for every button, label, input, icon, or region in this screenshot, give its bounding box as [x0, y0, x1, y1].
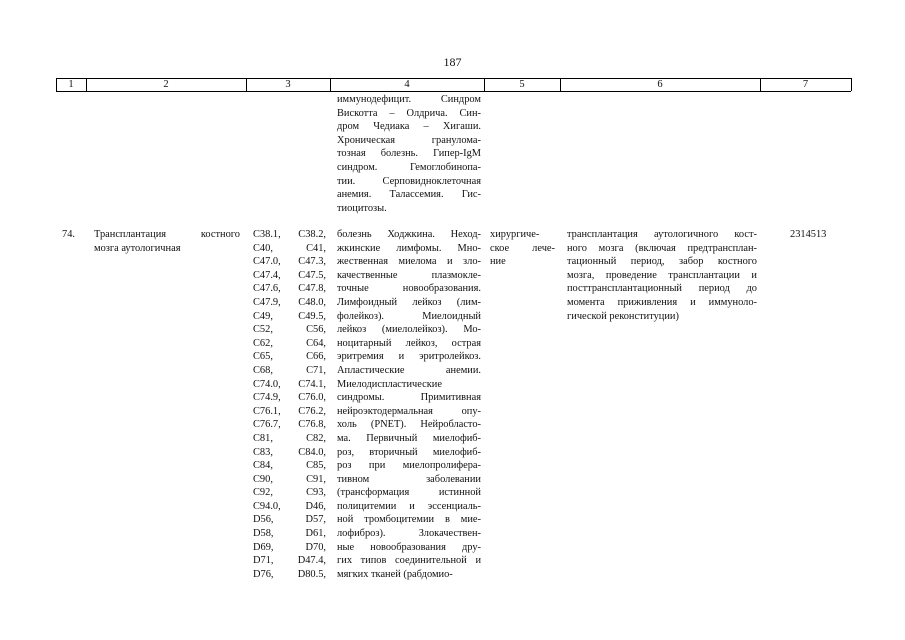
icd-code: C71,	[306, 364, 326, 376]
text-line: мозга аутологичная	[94, 242, 181, 254]
text-line: ние	[490, 256, 506, 268]
text-line: ной тромбоцитемии в мие-	[337, 514, 481, 526]
row-number: 74.	[62, 229, 75, 240]
icd-code: C47.8,	[298, 283, 326, 295]
code-row	[253, 541, 326, 555]
column-number-3: 3	[285, 79, 291, 90]
icd-code: C94.0,	[253, 500, 281, 512]
text-line: тозная болезнь. Гипер-IgM	[337, 148, 481, 160]
text-line: трансплантация аутологичного кост-	[567, 229, 757, 240]
text-line: ноцитарный лейкоз, острая	[337, 337, 481, 349]
code-row	[253, 405, 326, 419]
icd-code: C76.0,	[298, 392, 326, 404]
code-row	[253, 378, 326, 392]
icd-code: D80.5,	[297, 568, 326, 580]
icd-codes	[253, 228, 326, 581]
icd-code: C47.4,	[253, 269, 281, 281]
text-line: иммунодефицит. Синдром	[337, 94, 481, 105]
icd-code: C41,	[306, 242, 326, 254]
icd-code: C91,	[306, 473, 326, 485]
text-line: (трансформация истинной	[337, 487, 481, 499]
column-number-2: 2	[163, 79, 169, 90]
column-divider	[851, 78, 852, 91]
column-number-1: 1	[68, 79, 74, 90]
code-row	[253, 568, 326, 582]
icd-code: C90,	[253, 473, 273, 485]
code-row	[253, 296, 326, 310]
icd-code: C65,	[253, 351, 273, 363]
text-line: Трансплантация костного	[94, 229, 240, 240]
icd-code: D57,	[305, 514, 326, 526]
code-row	[253, 418, 326, 432]
disease-description	[337, 228, 481, 581]
text-line: Хроническая грануломa-	[337, 134, 481, 146]
code-row	[253, 554, 326, 568]
icd-code: D76,	[253, 568, 274, 580]
icd-code: C92,	[253, 487, 273, 499]
code-row	[253, 269, 326, 283]
norm-cost: 2314513	[790, 229, 827, 240]
text-line: жкинские лимфомы. Мно-	[337, 242, 481, 254]
icd-code: C85,	[306, 460, 326, 472]
continuation-disease-text	[337, 93, 481, 215]
text-line: роз при миелопролифера-	[337, 460, 481, 472]
text-line: синдромы. Примитивная	[337, 392, 481, 404]
text-line: дром Чедиака – Хигаши.	[337, 121, 481, 133]
code-row	[253, 323, 326, 337]
text-line: эритремия и эритролейкоз.	[337, 351, 481, 363]
service-name	[94, 228, 240, 255]
code-row	[253, 364, 326, 378]
code-row	[253, 446, 326, 460]
text-line: точные новообразования.	[337, 283, 481, 295]
text-line: посттрансплантационный период до	[567, 283, 757, 295]
icd-code: C76.8,	[298, 419, 326, 431]
code-row	[253, 282, 326, 296]
text-line: лофиброз). Злокачествен-	[337, 528, 481, 540]
icd-code: C74.1,	[298, 378, 326, 390]
icd-code: C52,	[253, 324, 273, 336]
header-bottom-rule	[56, 91, 851, 92]
text-line: Вискотта – Олдрича. Син-	[337, 107, 481, 119]
code-row	[253, 473, 326, 487]
text-line: лейкоз (миелолейкоз). Мо-	[337, 324, 481, 336]
text-line: ные новообразования дру-	[337, 541, 481, 553]
code-row	[253, 391, 326, 405]
text-line: тационный период, забор костного	[567, 256, 757, 268]
text-line: тиоцитозы.	[337, 202, 387, 214]
icd-code: C76.2,	[298, 405, 326, 417]
treatment-method	[567, 228, 757, 323]
text-line: полицитемии и эссенциаль-	[337, 500, 481, 512]
code-row	[253, 350, 326, 364]
code-row	[253, 228, 326, 242]
icd-code: D47.4,	[297, 555, 326, 567]
code-row	[253, 337, 326, 351]
text-line: тии. Серповидноклеточная	[337, 175, 481, 187]
icd-code: C66,	[306, 351, 326, 363]
icd-code: C49.5,	[298, 310, 326, 322]
text-line: холь (PNET). Нейробласто-	[337, 419, 481, 431]
icd-code: C47.6,	[253, 283, 281, 295]
text-line: Апластические анемии.	[337, 364, 481, 376]
icd-code: C76.7,	[253, 419, 281, 431]
text-line: гической реконституции)	[567, 310, 679, 322]
icd-code: C40,	[253, 242, 273, 254]
icd-code: C93,	[306, 487, 326, 499]
code-row	[253, 459, 326, 473]
text-line: тивном заболевании	[337, 473, 481, 485]
code-row	[253, 500, 326, 514]
icd-code: C84.0,	[298, 446, 326, 458]
icd-code: C48.0,	[298, 296, 326, 308]
icd-code: C74.9,	[253, 392, 281, 404]
text-line: ское лече-	[490, 242, 555, 254]
column-number-5: 5	[519, 79, 525, 90]
text-line: мозга, проведение трансплантации и	[567, 269, 757, 281]
text-line: момента приживления и иммуноло-	[567, 296, 757, 308]
icd-code: C81,	[253, 432, 273, 444]
text-line: жественная миелома и зло-	[337, 256, 481, 268]
icd-code: C62,	[253, 337, 273, 349]
text-line: ма. Первичный миелофиб-	[337, 432, 481, 444]
column-number-6: 6	[657, 79, 663, 90]
icd-code: D69,	[253, 541, 274, 553]
icd-code: C38.2,	[298, 229, 326, 240]
icd-code: C74.0,	[253, 378, 281, 390]
icd-code: C56,	[306, 324, 326, 336]
text-line: Лимфоидный лейкоз (лим-	[337, 296, 481, 308]
icd-code: C82,	[306, 432, 326, 444]
icd-code: C64,	[306, 337, 326, 349]
code-row	[253, 527, 326, 541]
text-line: роз, вторичный миелофиб-	[337, 446, 481, 458]
icd-code: D61,	[305, 528, 326, 540]
text-line: болезнь Ходжкина. Неход-	[337, 229, 481, 240]
treatment-type	[490, 228, 555, 269]
text-line: гих типов соединительной и	[337, 555, 481, 567]
icd-code: C47.0,	[253, 256, 281, 268]
icd-code: D46,	[305, 500, 326, 512]
text-line: фолейкоз). Миелоидный	[337, 310, 481, 322]
text-line: нейроэктодермальная опу-	[337, 405, 481, 417]
code-row	[253, 242, 326, 256]
page-number: 187	[443, 55, 462, 69]
icd-code: C47.3,	[298, 256, 326, 268]
icd-code: C47.5,	[298, 269, 326, 281]
code-row	[253, 432, 326, 446]
icd-code: D56,	[253, 514, 274, 526]
icd-code: C38.1,	[253, 229, 281, 240]
text-line: ного мозга (включая предтрансплан-	[567, 242, 757, 254]
text-line: анемия. Талассемия. Гис-	[337, 189, 481, 201]
code-row	[253, 513, 326, 527]
icd-code: C49,	[253, 310, 273, 322]
icd-code: C47.9,	[253, 296, 281, 308]
column-number-7: 7	[802, 79, 809, 90]
text-line: синдром. Гемоглобинопа-	[337, 161, 481, 173]
icd-code: D71,	[253, 555, 274, 567]
icd-code: D70,	[305, 541, 326, 553]
text-line: хирургиче-	[490, 229, 540, 240]
icd-code: C68,	[253, 364, 273, 376]
code-row	[253, 310, 326, 324]
code-row	[253, 486, 326, 500]
text-line: качественные плазмокле-	[337, 269, 481, 281]
text-line: мягких тканей (рабдомио-	[337, 568, 453, 580]
icd-code: C84,	[253, 460, 273, 472]
icd-code: C76.1,	[253, 405, 281, 417]
icd-code: C83,	[253, 446, 273, 458]
code-row	[253, 255, 326, 269]
column-number-4: 4	[404, 79, 410, 90]
text-line: Миелодиспластические	[337, 378, 442, 390]
icd-code: D58,	[253, 528, 274, 540]
